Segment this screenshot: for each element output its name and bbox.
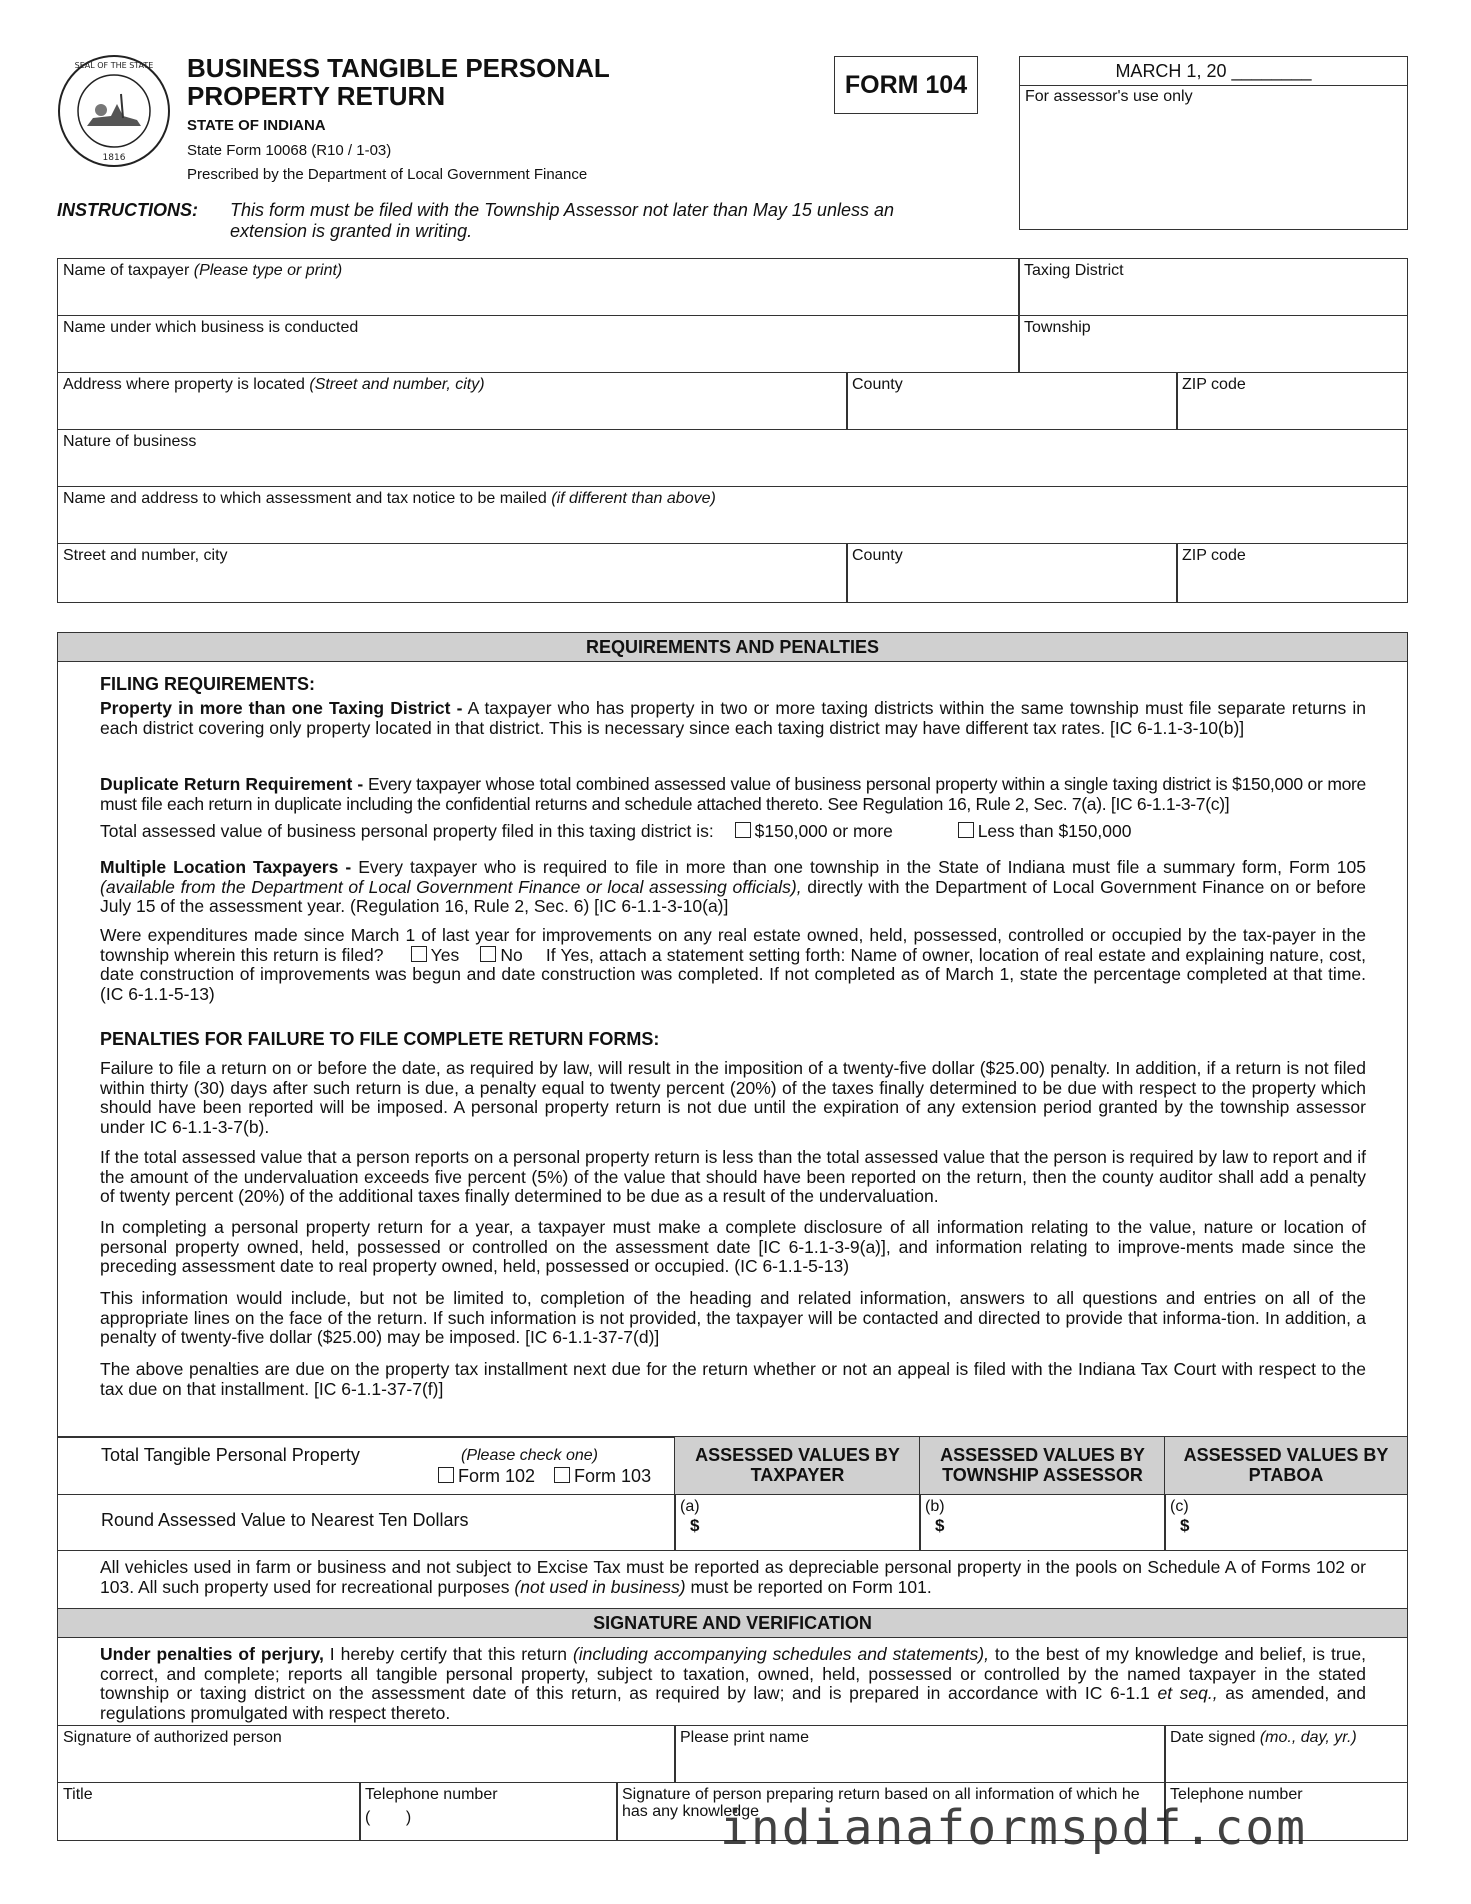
penalty-paragraph-1: Failure to file a return on or before the date, as required by law, will result in the imposition of a twenty-five dollar ($25.00) penalty. In addition, if a return is not filed within thirty (30) days after such return is due, a penalty equal to twenty percent (20%) of the taxes finally determined to be due with respect to the property which should have been reported will be imposed. A personal property return is not due until the expiration of any extension period granted by the township assessor under IC 6-1.1-3-7(b). (100, 1058, 1366, 1137)
prescribed-by: Prescribed by the Department of Local Government Finance (187, 166, 588, 183)
mailing-county-field[interactable]: County (846, 543, 1178, 603)
assessor-label: For assessor's use only (1025, 88, 1193, 105)
property-address-field[interactable]: Address where property is located (Street and number, city) (57, 372, 848, 430)
checkbox-no[interactable] (480, 946, 496, 962)
taxpayer-name-field[interactable]: Name of taxpayer (Please type or print) (57, 258, 1020, 316)
state-name: STATE OF INDIANA (187, 117, 326, 134)
paragraph-multiple-location: Multiple Location Taxpayers - Every taxpayer who is required to file in more than one township in the State of Indiana must file a summary form, Form 105 (available from the Department of Local Government Finance or local assessing officials), directly with the Department of Local Government Finance on or before July 15 of the assessment year. (Regulation 16, Rule 2, Sec. 6) [IC 6-1.1-3-10(a)] (100, 857, 1367, 916)
total-value-choice: Total assessed value of business personal property filed in this taxing district is: $150,000 or more Less than $150,000 (100, 821, 1132, 841)
form-number-box: FORM 104 (834, 56, 978, 114)
county-field[interactable]: County (846, 372, 1178, 430)
round-value-label-cell: Round Assessed Value to Nearest Ten Dollars (57, 1494, 676, 1551)
checkbox-yes[interactable] (411, 946, 427, 962)
state-seal-logo (57, 54, 171, 168)
zip-field[interactable]: ZIP code (1176, 372, 1408, 430)
assessor-box (1019, 56, 1408, 230)
date-signed-field[interactable]: Date signed (mo., day, yr.) (1164, 1725, 1408, 1783)
checkbox-less-than-150k[interactable] (958, 822, 974, 838)
paragraph-duplicate-return: Duplicate Return Requirement - Every taxpayer whose total combined assessed value of business personal property within a single taxing district is $150,000 or more must file each return in duplicate including the confidential returns and schedule attached thereto. See Regulation 16, Rule 2, Sec. 7(a). [IC 6-1.1-3-7(c)] (100, 774, 1366, 814)
assessor-date-line: MARCH 1, 20 ________ (1020, 57, 1407, 86)
value-cell-township-assessor[interactable]: (b) $ (919, 1494, 1166, 1551)
nature-of-business-field[interactable]: Nature of business (57, 429, 1408, 487)
svg-text:SEAL OF THE STATE: SEAL OF THE STATE (74, 61, 154, 70)
svg-text:1816: 1816 (102, 153, 126, 163)
penalty-paragraph-3: In completing a personal property return for a year, a taxpayer must make a complete disclosure of all information relating to the value, nature or location of personal property owned, held, possessed or controlled on the assessment date [IC 6-1.1-3-9(a)], and information relating to improve-ments made since the preceding assessment date to real property owned, held, possessed or occupied. (IC 6-1.1-5-13) (100, 1217, 1366, 1276)
township-field[interactable]: Township (1018, 315, 1408, 373)
preparer-telephone-field[interactable]: Telephone number (1164, 1782, 1408, 1841)
column-header-township-assessor: ASSESSED VALUES BY TOWNSHIP ASSESSOR (919, 1436, 1166, 1495)
checkbox-150k-or-more[interactable] (735, 822, 751, 838)
column-header-ptaboa: ASSESSED VALUES BY PTABOA (1164, 1436, 1408, 1495)
check-one-note: (Please check one) (461, 1447, 598, 1464)
penalty-paragraph-2: If the total assessed value that a person reports on a personal property return is less than the total assessed value that the person is required by law to report and if the amount of the undervaluation exceeds five percent (5%) of the value that should have been reported on the return, then the county auditor shall add a penalty of twenty percent (20%) of the additional taxes finally determined to be due as a result of the undervaluation. (100, 1147, 1366, 1206)
form-choice: Form 102 Form 103 (438, 1466, 651, 1487)
taxing-district-field[interactable]: Taxing District (1018, 258, 1408, 316)
form-title: BUSINESS TANGIBLE PERSONAL PROPERTY RETURN (187, 53, 610, 111)
title-field[interactable]: Title (57, 1782, 361, 1841)
mailing-street-field[interactable]: Street and number, city (57, 543, 848, 603)
value-cell-taxpayer[interactable]: (a) $ (674, 1494, 921, 1551)
certification-statement: Under penalties of perjury, I hereby certify that this return (including accompanying schedules and statements), to the best of my knowledge and belief, is true, correct, and complete; reports all tangible personal property, subject to taxation, owned, held, possessed or controlled by the named taxpayer in the stated township or taxing district on the assessment date of this return, as required by law; and is prepared in accordance with IC 6-1.1 et seq., as amended, and regulations promulgated with respect thereto. (100, 1644, 1366, 1723)
instructions-label: INSTRUCTIONS: (57, 200, 198, 220)
total-tangible-label-cell: Total Tangible Personal Property (57, 1436, 676, 1495)
state-form-number: State Form 10068 (R10 / 1-03) (187, 142, 392, 159)
authorized-signature-field[interactable]: Signature of authorized person (57, 1725, 676, 1783)
instructions: INSTRUCTIONS: This form must be filed with the Township Assessor not later than May 15 unless an extension is granted in writing. (57, 200, 894, 241)
mailing-name-field[interactable]: Name and address to which assessment and tax notice to be mailed (if different than above) (57, 486, 1408, 544)
requirements-heading: REQUIREMENTS AND PENALTIES (57, 632, 1408, 662)
penalty-paragraph-5: The above penalties are due on the property tax installment next due for the return whether or not an appeal is filed with the Indiana Tax Court with respect to the tax due on that installment. [IC 6-1.1-37-7(f)] (100, 1359, 1366, 1399)
business-name-field[interactable]: Name under which business is conducted (57, 315, 1020, 373)
mailing-zip-field[interactable]: ZIP code (1176, 543, 1408, 603)
filing-requirements-heading: FILING REQUIREMENTS: (100, 674, 315, 694)
paragraph-improvements: Were expenditures made since March 1 of last year for improvements on any real estate owned, held, possessed, controlled or occupied by the tax-payer in the township wherein this return is filed? Yes No If Yes, attach a statement setting forth: Name of owner, location of real estate and explaining nature, cost, date construction of improvements was begun and date construction was completed. If not completed as of March 1, state the percentage completed at that time. (IC 6-1.1-5-13) (100, 925, 1366, 1004)
telephone-field[interactable]: Telephone number ( ) (359, 1782, 618, 1841)
vehicles-note: All vehicles used in farm or business and not subject to Excise Tax must be reported as depreciable personal property in the pools on Schedule A of Forms 102 or 103. All such property used for recreational purposes (not used in business) must be reported on Form 101. (100, 1557, 1366, 1597)
watermark: indianaformspdf.com (720, 1800, 1308, 1856)
preparer-signature-field[interactable]: Signature of person preparing return based on all information of which he has any knowledge (616, 1782, 1166, 1841)
checkbox-form-102[interactable] (438, 1467, 454, 1483)
column-header-taxpayer: ASSESSED VALUES BY TAXPAYER (674, 1436, 921, 1495)
paragraph-taxing-district: Property in more than one Taxing District - A taxpayer who has property in two or more taxing districts within the same township must file separate returns in each district covering only property located in that district. This is necessary since each taxing district may have different tax rates. [IC 6-1.1-3-10(b)] (100, 698, 1366, 738)
print-name-field[interactable]: Please print name (674, 1725, 1166, 1783)
penalties-heading: PENALTIES FOR FAILURE TO FILE COMPLETE RETURN FORMS: (100, 1029, 660, 1049)
signature-heading: SIGNATURE AND VERIFICATION (57, 1608, 1408, 1638)
checkbox-form-103[interactable] (554, 1467, 570, 1483)
value-cell-ptaboa[interactable]: (c) $ (1164, 1494, 1408, 1551)
penalty-paragraph-4: This information would include, but not be limited to, completion of the heading and related information, answers to all questions and entries on all of the appropriate lines on the face of the return. If such information is not provided, the taxpayer will be contacted and directed to provide that informa-tion. In addition, a penalty of twenty-five dollar ($25.00) may be imposed. [IC 6-1.1-37-7(d)] (100, 1288, 1366, 1347)
